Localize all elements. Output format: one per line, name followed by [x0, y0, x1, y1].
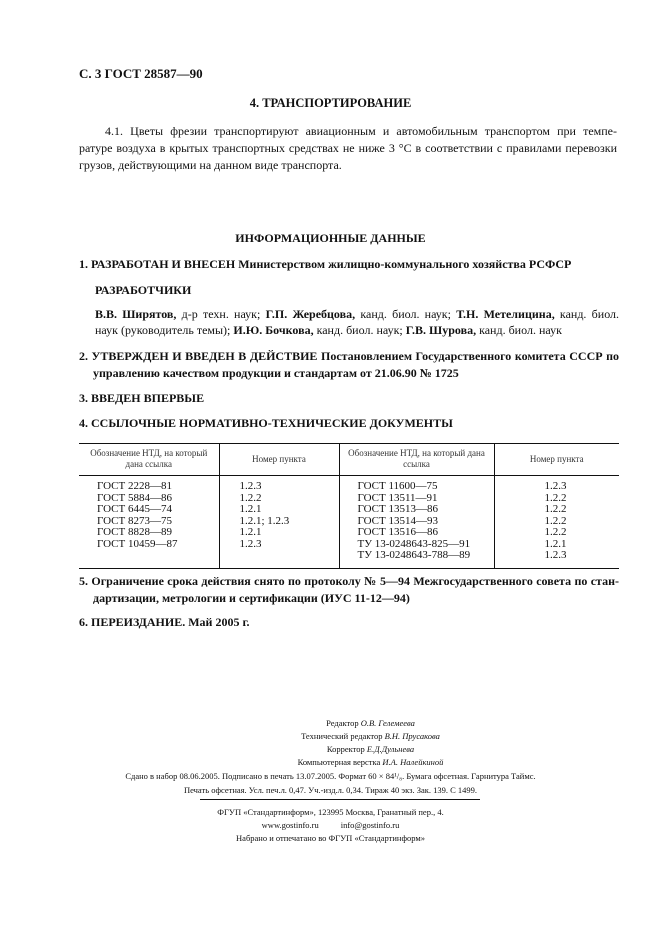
table-cell-doc: ГОСТ 5884—86 — [97, 491, 172, 504]
info-item-6 — [79, 614, 619, 631]
table-column-right-docs — [339, 476, 494, 569]
developer-name: Т.Н. Метелицина, — [456, 307, 555, 321]
publisher-printer: Набрано и отпечатано во ФГУП «Стандартинформ» — [236, 833, 425, 843]
table-cell-doc: ТУ 13-0248643-825—91 — [357, 537, 471, 550]
info-item-4 — [79, 415, 619, 432]
table-column-left-points — [219, 476, 339, 569]
table-cell-point: 1.2.1 — [544, 537, 567, 550]
table-cell-point: 1.2.2 — [239, 491, 262, 504]
item-number: 6. — [79, 615, 88, 629]
table-cell-doc: ГОСТ 13513—86 — [357, 503, 438, 515]
item-text: Министерством жилищно-коммунального хозяйства РСФСР — [238, 257, 572, 271]
publisher-email[interactable]: info@gostinfo.ru — [340, 820, 400, 830]
item-number: 3. — [79, 391, 88, 405]
credit-line — [0, 743, 661, 756]
table-cell-doc: ГОСТ 10459—87 — [97, 537, 178, 550]
table-cell-point: 1.2.3 — [239, 537, 262, 550]
table-cell-doc: ТУ 13-0248643-788—89 — [357, 549, 471, 561]
table-cell-doc: ГОСТ 2228—81 — [97, 480, 172, 492]
developer-name: В.В. Ширятов, — [95, 307, 177, 321]
credit-role: Корректор — [326, 744, 365, 754]
section-4-title: 4. ТРАНСПОРТИРОВАНИЕ — [249, 96, 412, 110]
table-cell-doc: ГОСТ 8828—89 — [97, 526, 172, 538]
ntd-reference-table — [79, 443, 619, 569]
credit-line — [0, 756, 661, 769]
credit-role: Компьютерная верстка — [297, 757, 381, 767]
table-header: Обозначение НТД, на который дана ссылка — [79, 444, 219, 476]
developer-name: Г.В. Шурова, — [405, 323, 477, 337]
credit-role: Редактор — [326, 718, 359, 728]
item-text: Ограничение срока действия снято по протоколу № 5—94 Межгосударственного совета по стан- — [91, 574, 619, 588]
table-column-left-docs — [79, 476, 219, 569]
table-cell-point: 1.2.1; 1.2.3 — [239, 514, 290, 527]
table-header: Номер пункта — [494, 444, 619, 476]
imprint-line: Сдано в набор 08.06.2005. Подписано в печать 13.07.2005. Формат 60 × 84¹/₈. Бумага офсетная. Гарнитура Таймс. — [125, 771, 536, 781]
imprint-line: Печать офсетная. Усл. печ.л. 0,47. Уч.-изд.л. 0,34. Тираж 40 экз. Зак. 139. С 1499. — [183, 785, 478, 795]
table-cell-point: 1.2.3 — [544, 480, 567, 492]
table-cell-doc: ГОСТ 13516—86 — [357, 526, 438, 538]
info-item-5 — [79, 573, 619, 607]
developer-credential: канд. биол. — [554, 307, 620, 321]
developers-text — [95, 306, 619, 338]
item-text: Постановлением Государственного комитета СССР по — [320, 349, 620, 363]
publisher-address: ФГУП «Стандартинформ», 123995 Москва, Гранатный пер., 4. — [217, 807, 444, 817]
credit-name: И.А. Налейкиной — [382, 757, 444, 767]
credit-line — [0, 717, 661, 730]
developers-line — [95, 306, 619, 322]
imprint-block — [0, 769, 661, 797]
developer-credential: д-р техн. наук; — [176, 307, 266, 321]
developer-credential: канд. биол. наук; — [355, 307, 457, 321]
credit-name: Е.Д.Дульнева — [366, 744, 415, 754]
table-header: Обозначение НТД, на который дана ссылка — [339, 444, 494, 476]
developer-credential: канд. биол. наук — [476, 323, 562, 337]
credit-name: В.Н. Прусакова — [384, 731, 440, 741]
item-text: ВВЕДЕН ВПЕРВЫЕ — [91, 391, 205, 405]
developer-credential: канд. биол. наук; — [313, 323, 406, 337]
table-cell-doc: ГОСТ 13511—91 — [357, 491, 438, 504]
credits-block — [0, 717, 661, 769]
item-text: ПЕРЕИЗДАНИЕ. Май 2005 г. — [91, 615, 250, 629]
table-cell-point: 1.2.1 — [239, 526, 262, 538]
divider — [200, 799, 480, 800]
table-header: Номер пункта — [219, 444, 339, 476]
info-data-title: ИНФОРМАЦИОННЫЕ ДАННЫЕ — [235, 231, 426, 245]
item-number: 2. — [79, 349, 88, 363]
paragraph-line: ратуре воздуха в крытых транспортных средствах не ниже 3 °С в соответствии с правилами перевозки — [79, 141, 617, 155]
table-cell-point: 1.2.3 — [239, 480, 262, 492]
credit-line — [0, 730, 661, 743]
table-cell-doc: ГОСТ 6445—74 — [97, 503, 172, 515]
developers-title: РАЗРАБОТЧИКИ — [95, 283, 192, 297]
table-cell-point: 1.2.2 — [544, 514, 567, 527]
table-cell-doc: ГОСТ 8273—75 — [97, 514, 172, 527]
publisher-website[interactable]: www.gostinfo.ru — [261, 820, 319, 830]
publisher-block — [0, 806, 661, 845]
table-cell-point: 1.2.2 — [544, 526, 567, 538]
table-cell-doc: ГОСТ 11600—75 — [357, 480, 438, 492]
table-column-right-points — [494, 476, 619, 569]
credit-role: Технический редактор — [301, 731, 383, 741]
paragraph-line: грузов, действующими на данном виде транспорта. — [79, 158, 342, 172]
table-cell-doc: ГОСТ 13514—93 — [357, 514, 438, 527]
credit-name: О.В. Гелемеева — [360, 718, 415, 728]
item-text: ССЫЛОЧНЫЕ НОРМАТИВНО-ТЕХНИЧЕСКИЕ ДОКУМЕНТЫ — [91, 416, 453, 430]
item-number: 5. — [79, 574, 88, 588]
paragraph-line: 4.1. Цветы фрезии транспортируют авиационным и автомобильным транспортом при темпе- — [105, 124, 617, 138]
page-header: С. 3 ГОСТ 28587—90 — [79, 66, 203, 81]
publisher-contacts — [0, 819, 661, 832]
item-number: 4. — [79, 416, 88, 430]
info-item-2 — [79, 348, 619, 382]
info-item-3 — [79, 390, 619, 407]
info-item-1 — [79, 256, 619, 273]
item-text: дартизации, метрологии и сертификации (ИУС 11-12—94) — [93, 591, 410, 605]
table-cell-point: 1.2.2 — [544, 503, 567, 515]
item-lead: РАЗРАБОТАН И ВНЕСЕН — [91, 257, 236, 271]
table-cell-point: 1.2.2 — [544, 491, 567, 504]
developer-credential: наук (руководитель темы); — [95, 323, 234, 337]
item-number: 1. — [79, 257, 88, 271]
table-cell-point: 1.2.1 — [239, 503, 262, 515]
paragraph-4-1 — [79, 123, 617, 174]
item-text: управлению качеством продукции и стандартам от 21.06.90 № 1725 — [93, 366, 459, 380]
developer-name: И.Ю. Бочкова, — [233, 323, 314, 337]
developers-line — [95, 322, 619, 338]
item-lead: УТВЕРЖДЕН И ВВЕДЕН В ДЕЙСТВИЕ — [91, 349, 318, 363]
developer-name: Г.П. Жеребцова, — [265, 307, 356, 321]
table-cell-point: 1.2.3 — [544, 549, 567, 561]
